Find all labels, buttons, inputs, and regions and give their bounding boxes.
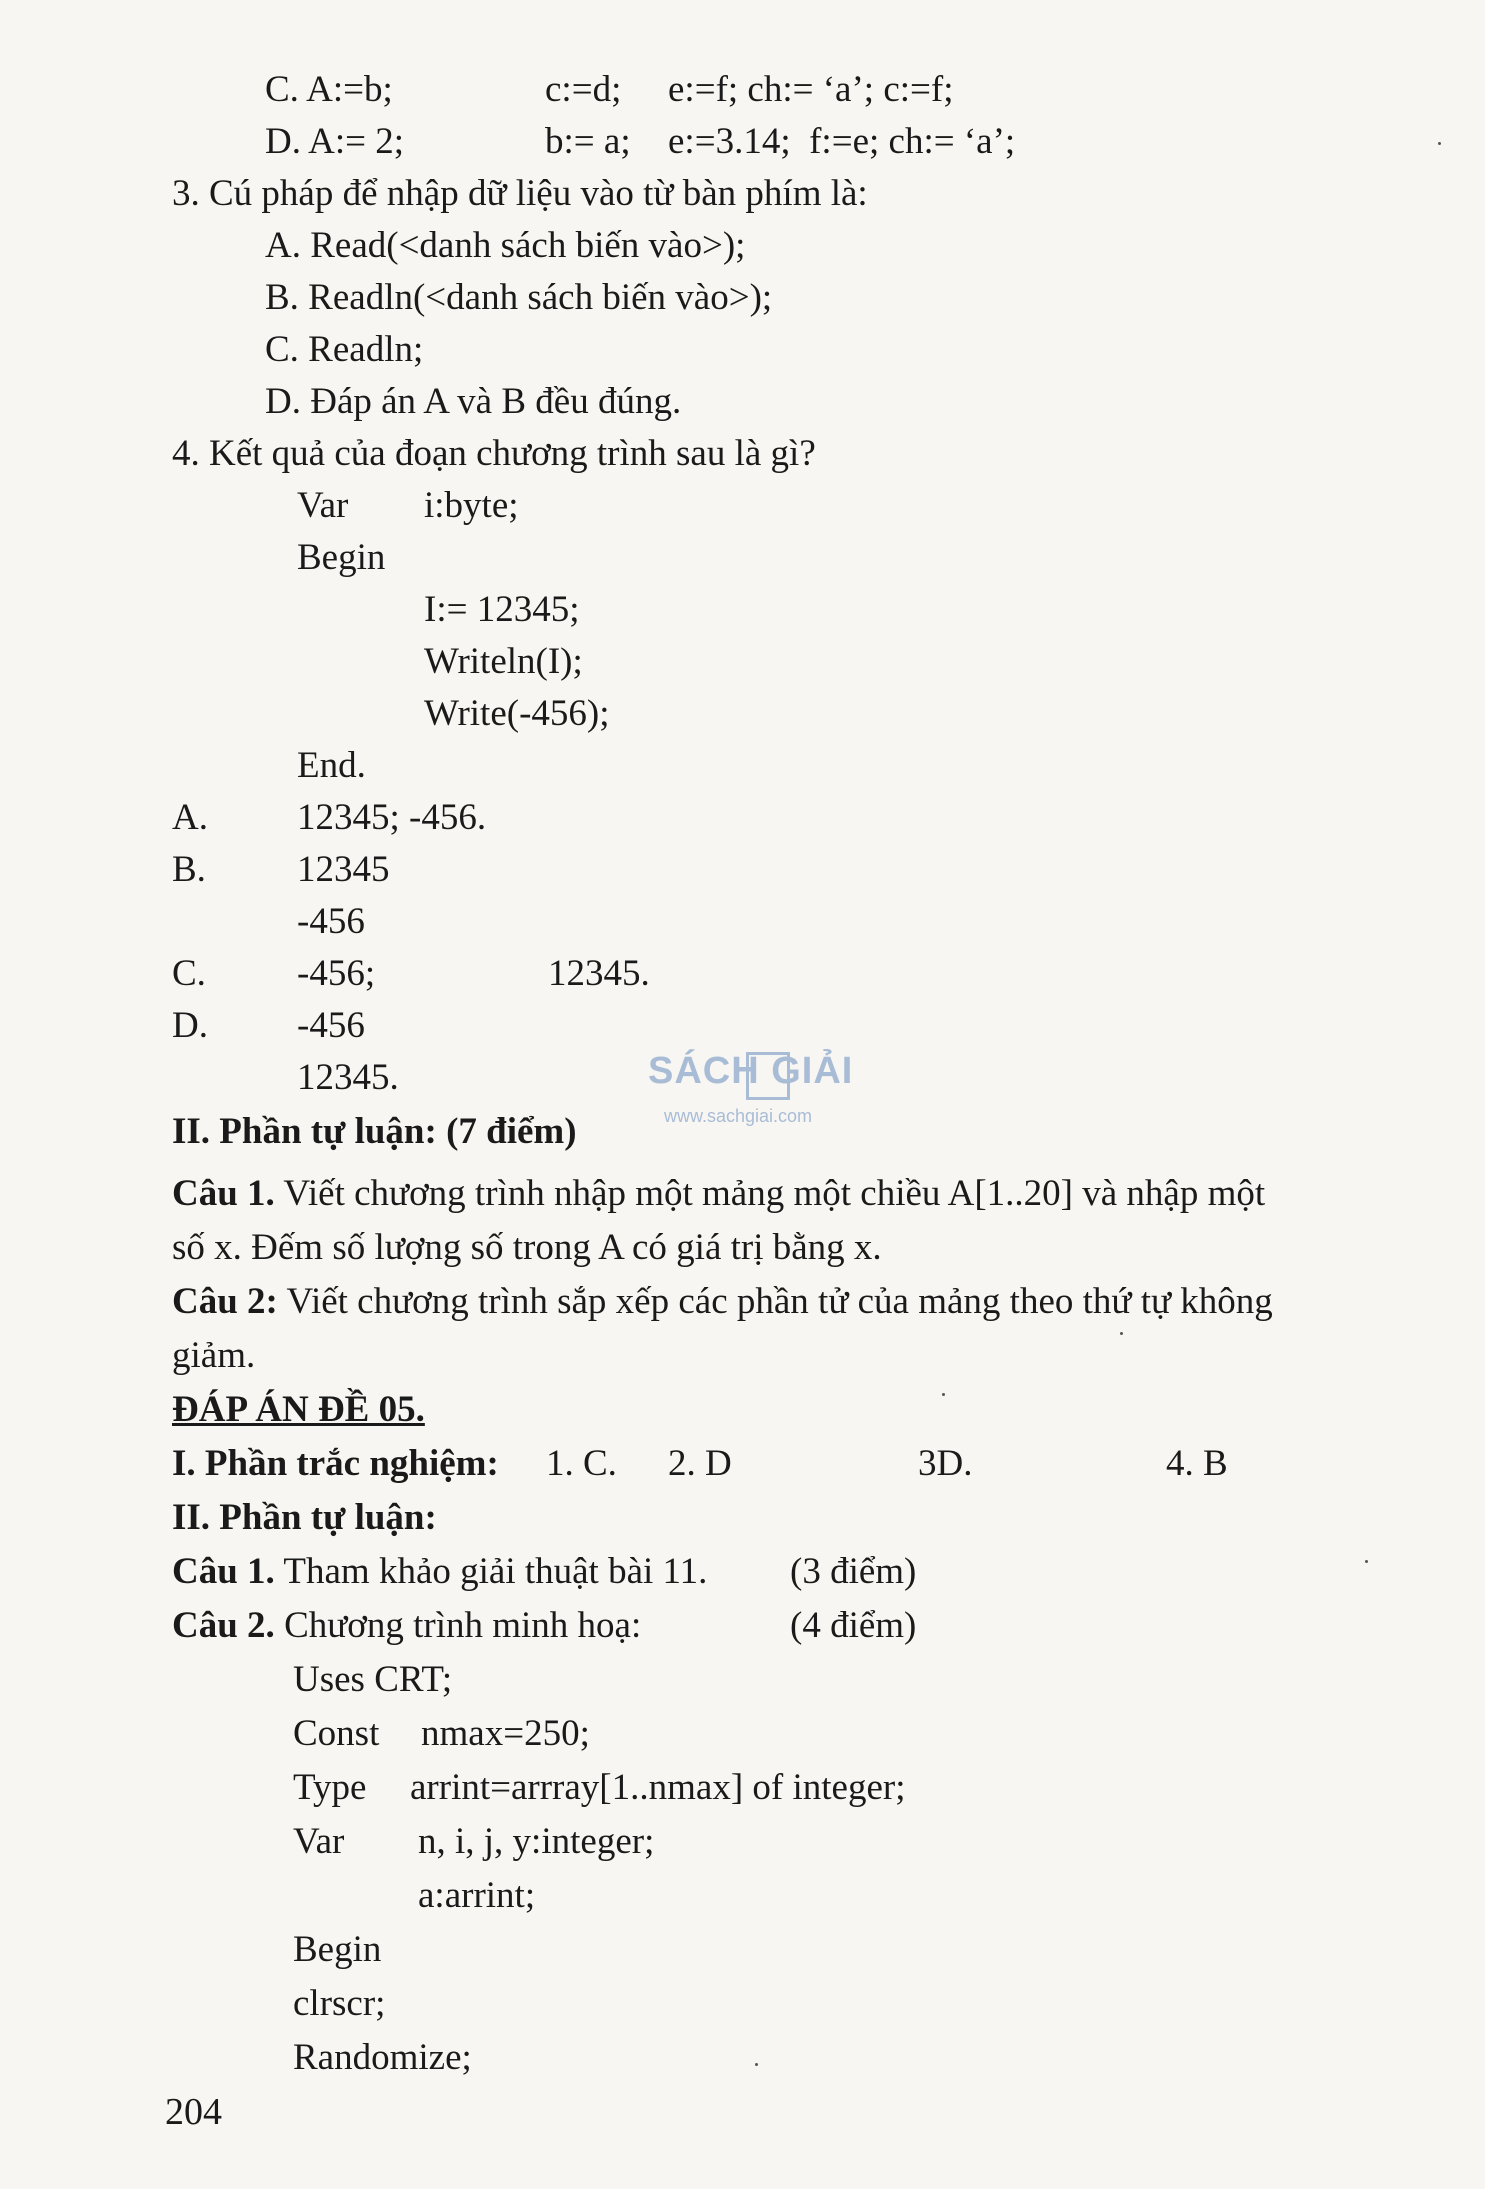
part2-cau1-text1: Viết chương trình nhập một mảng một chiều A[1..20] và nhập một bbox=[274, 1173, 1266, 1214]
q4-option-b-value2: -456 bbox=[297, 901, 365, 942]
program-begin: Begin bbox=[293, 1929, 382, 1970]
program-const-value: nmax=250; bbox=[421, 1713, 590, 1754]
q4-code-begin: Begin bbox=[297, 537, 386, 578]
scan-speck bbox=[1365, 1560, 1368, 1563]
q4-option-c-label: C. bbox=[172, 953, 206, 994]
watermark-url: www.sachgiai.com bbox=[664, 1106, 813, 1126]
scan-speck bbox=[755, 2063, 758, 2066]
part2-cau2-line2: giảm. bbox=[172, 1335, 256, 1376]
q4-code-line1: I:= 12345; bbox=[424, 589, 580, 630]
q2-option-d-part3: e:=3.14; f:=e; ch:= ‘a’; bbox=[668, 121, 1016, 162]
q4-code-var-keyword: Var bbox=[297, 485, 349, 526]
scan-speck bbox=[1120, 1332, 1123, 1335]
program-const-keyword: Const bbox=[293, 1713, 380, 1754]
answers-cau1-points: (3 điểm) bbox=[790, 1551, 917, 1592]
q4-option-b-label: B. bbox=[172, 849, 206, 890]
q2-option-d-part2: b:= a; bbox=[545, 121, 631, 162]
q4-option-d-value2: 12345. bbox=[297, 1057, 399, 1098]
program-clrscr: clrscr; bbox=[293, 1983, 386, 2024]
q4-code-line2: Writeln(I); bbox=[424, 641, 583, 682]
page-number: 204 bbox=[165, 2091, 222, 2133]
q4-option-d-value1: -456 bbox=[297, 1005, 365, 1046]
part2-heading: II. Phần tự luận: (7 điểm) bbox=[172, 1111, 577, 1152]
q4-code-var-decl: i:byte; bbox=[424, 485, 519, 526]
q4-option-d-label: D. bbox=[172, 1005, 208, 1046]
q2-option-c-label: C. A:=b; bbox=[265, 69, 393, 110]
program-type-value: arrint=arrray[1..nmax] of integer; bbox=[410, 1767, 906, 1808]
answer-1: 1. C. bbox=[546, 1443, 617, 1484]
scan-speck bbox=[942, 1393, 945, 1396]
q4-option-b-value1: 12345 bbox=[297, 849, 390, 890]
q4-question: 4. Kết quả của đoạn chương trình sau là gì? bbox=[172, 433, 816, 474]
part2-cau1-line1 bbox=[172, 1172, 1265, 1216]
program-type-keyword: Type bbox=[293, 1767, 367, 1808]
answer-4: 4. B bbox=[1166, 1443, 1228, 1484]
q4-option-a-value: 12345; -456. bbox=[297, 797, 487, 838]
scan-speck bbox=[1438, 142, 1441, 145]
program-var-value2: a:arrint; bbox=[418, 1875, 536, 1916]
answers-part2-label: II. Phần tự luận: bbox=[172, 1497, 437, 1538]
program-uses: Uses CRT; bbox=[293, 1659, 453, 1700]
answers-cau2-line bbox=[172, 1604, 641, 1648]
q3-question: 3. Cú pháp để nhập dữ liệu vào từ bàn phím là: bbox=[172, 173, 868, 214]
part2-cau1-line2: số x. Đếm số lượng số trong A có giá trị bằng x. bbox=[172, 1227, 882, 1268]
answers-cau1-line bbox=[172, 1550, 707, 1594]
q2-option-d-label: D. A:= 2; bbox=[265, 121, 405, 162]
program-randomize: Randomize; bbox=[293, 2037, 472, 2078]
program-var-keyword: Var bbox=[293, 1821, 345, 1862]
part2-cau2-line1 bbox=[172, 1280, 1273, 1324]
answer-3: 3D. bbox=[918, 1443, 973, 1484]
part2-cau2-label: Câu 2: bbox=[172, 1281, 278, 1322]
part2-cau1-label: Câu 1. bbox=[172, 1173, 275, 1214]
answers-cau2-text: Chương trình minh hoạ: bbox=[274, 1605, 642, 1646]
q3-option-d: D. Đáp án A và B đều đúng. bbox=[265, 381, 682, 422]
q4-code-end: End. bbox=[297, 745, 366, 786]
answers-part1-label: I. Phần trắc nghiệm: bbox=[172, 1443, 499, 1484]
watermark-text: SÁCH GIẢI bbox=[648, 1050, 854, 1092]
answers-cau1-label: Câu 1. bbox=[172, 1551, 275, 1592]
sachgiai-watermark bbox=[648, 1050, 858, 1150]
answer-2: 2. D bbox=[668, 1443, 732, 1484]
q4-option-c-value1: -456; bbox=[297, 953, 376, 994]
part2-cau2-text1: Viết chương trình sắp xếp các phần tử của mảng theo thứ tự không bbox=[277, 1281, 1273, 1322]
answers-cau1-text: Tham khảo giải thuật bài 11. bbox=[274, 1551, 708, 1592]
q2-option-c-part2: c:=d; bbox=[545, 69, 622, 110]
answers-cau2-label: Câu 2. bbox=[172, 1605, 275, 1646]
q2-option-c-part3: e:=f; ch:= ‘a’; c:=f; bbox=[668, 69, 954, 110]
q4-option-c-value2: 12345. bbox=[548, 953, 650, 994]
q4-code-line3: Write(-456); bbox=[424, 693, 610, 734]
answers-cau2-points: (4 điểm) bbox=[790, 1605, 917, 1646]
answers-heading: ĐÁP ÁN ĐỀ 05. bbox=[172, 1389, 425, 1430]
q4-option-a-label: A. bbox=[172, 797, 208, 838]
q3-option-c: C. Readln; bbox=[265, 329, 424, 370]
q3-option-b: B. Readln(<danh sách biến vào>); bbox=[265, 277, 773, 318]
program-var-value1: n, i, j, y:integer; bbox=[418, 1821, 655, 1862]
q3-option-a: A. Read(<danh sách biến vào>); bbox=[265, 225, 746, 266]
